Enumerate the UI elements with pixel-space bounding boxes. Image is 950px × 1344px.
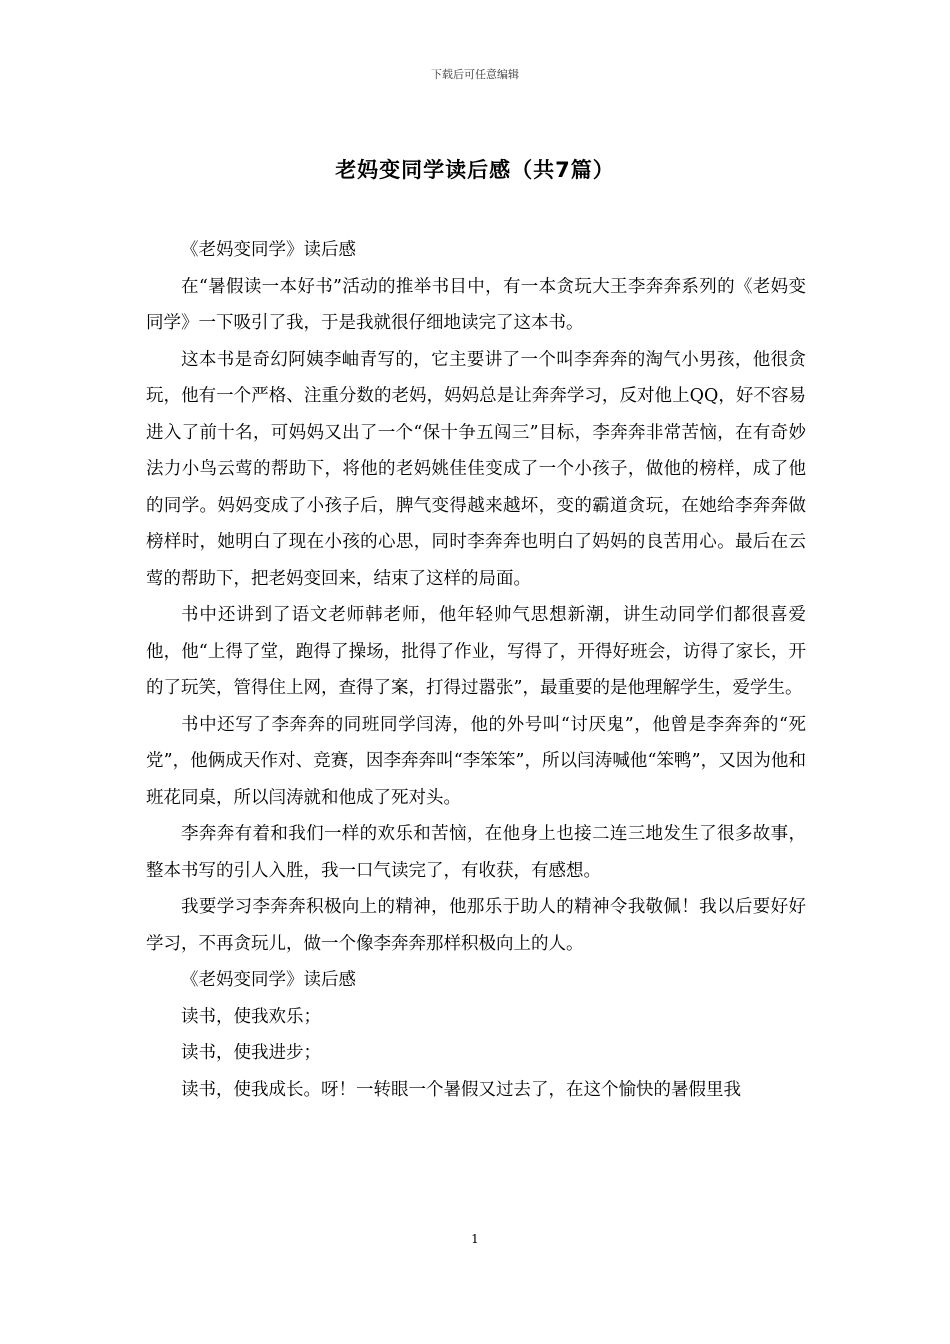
page-header-note: 下载后可任意编辑 [431, 68, 519, 81]
paragraph: 书中还写了李奔奔的同班同学闫涛，他的外号叫“讨厌鬼”，他曾是李奔奔的“死党”，他俩成天作对、竞赛，因李奔奔叫“李笨笨”，所以闫涛喊他“笨鸭”，又因为他和班花同桌，所以闫涛就和他成了死对头。 [146, 714, 806, 808]
paragraph: 我要学习李奔奔积极向上的精神，他那乐于助人的精神令我敬佩！我以后要好好学习，不再贪玩儿，做一个像李奔奔那样积极向上的人。 [146, 897, 806, 954]
paragraph: 读书，使我进步； [181, 1043, 321, 1063]
paragraph: 书中还讲到了语文老师韩老师，他年轻帅气思想新潮，讲生动同学们都很喜爱他，他“上得了堂，跑得了操场，批得了作业，写得了，开得好班会，访得了家长，开的了玩笑，管得住上网，查得了案，打得过嚣张”，最重要的是他理解学生，爱学生。 [146, 605, 806, 698]
paragraph: 《老妈变同学》读后感 [181, 970, 356, 990]
paragraph: 《老妈变同学》读后感 [181, 240, 356, 260]
paragraph: 读书，使我成长。呀！一转眼一个暑假又过去了，在这个愉快的暑假里我 [181, 1079, 741, 1100]
paragraph: 李奔奔有着和我们一样的欢乐和苦恼，在他身上也接二连三地发生了很多故事，整本书写的引人入胜，我一口气读完了，有收获，有感想。 [146, 824, 806, 881]
document-title: 老妈变同学读后感（共7篇） [335, 158, 615, 182]
page-number: 1 [471, 1232, 479, 1246]
document-body [146, 232, 806, 1108]
paragraph: 在“暑假读一本好书”活动的推举书目中，有一本贪玩大王李奔奔系列的《老妈变同学》一下吸引了我，于是我就很仔细地读完了这本书。 [146, 276, 806, 333]
paragraph: 读书，使我欢乐； [181, 1006, 321, 1027]
paragraph: 这本书是奇幻阿姨李岫青写的，它主要讲了一个叫李奔奔的淘气小男孩，他很贪玩，他有一个严格、注重分数的老妈，妈妈总是让奔奔学习，反对他上QQ，好不容易进入了前十名，可妈妈又出了一个“保十争五闯三”目标，李奔奔非常苦恼，在有奇妙法力小鸟云莺的帮助下，将他的老妈姚佳佳变成了一个小孩子，做他的榜样，成了他的同学。妈妈变成了小孩子后，脾气变得越来越坏，变的霸道贪玩，在她给李奔奔做榜样时，她明白了现在小孩的心思，同时李奔奔也明白了妈妈的良苦用心。最后在云莺的帮助下，把老妈变回来，结束了这样的局面。 [146, 349, 806, 589]
